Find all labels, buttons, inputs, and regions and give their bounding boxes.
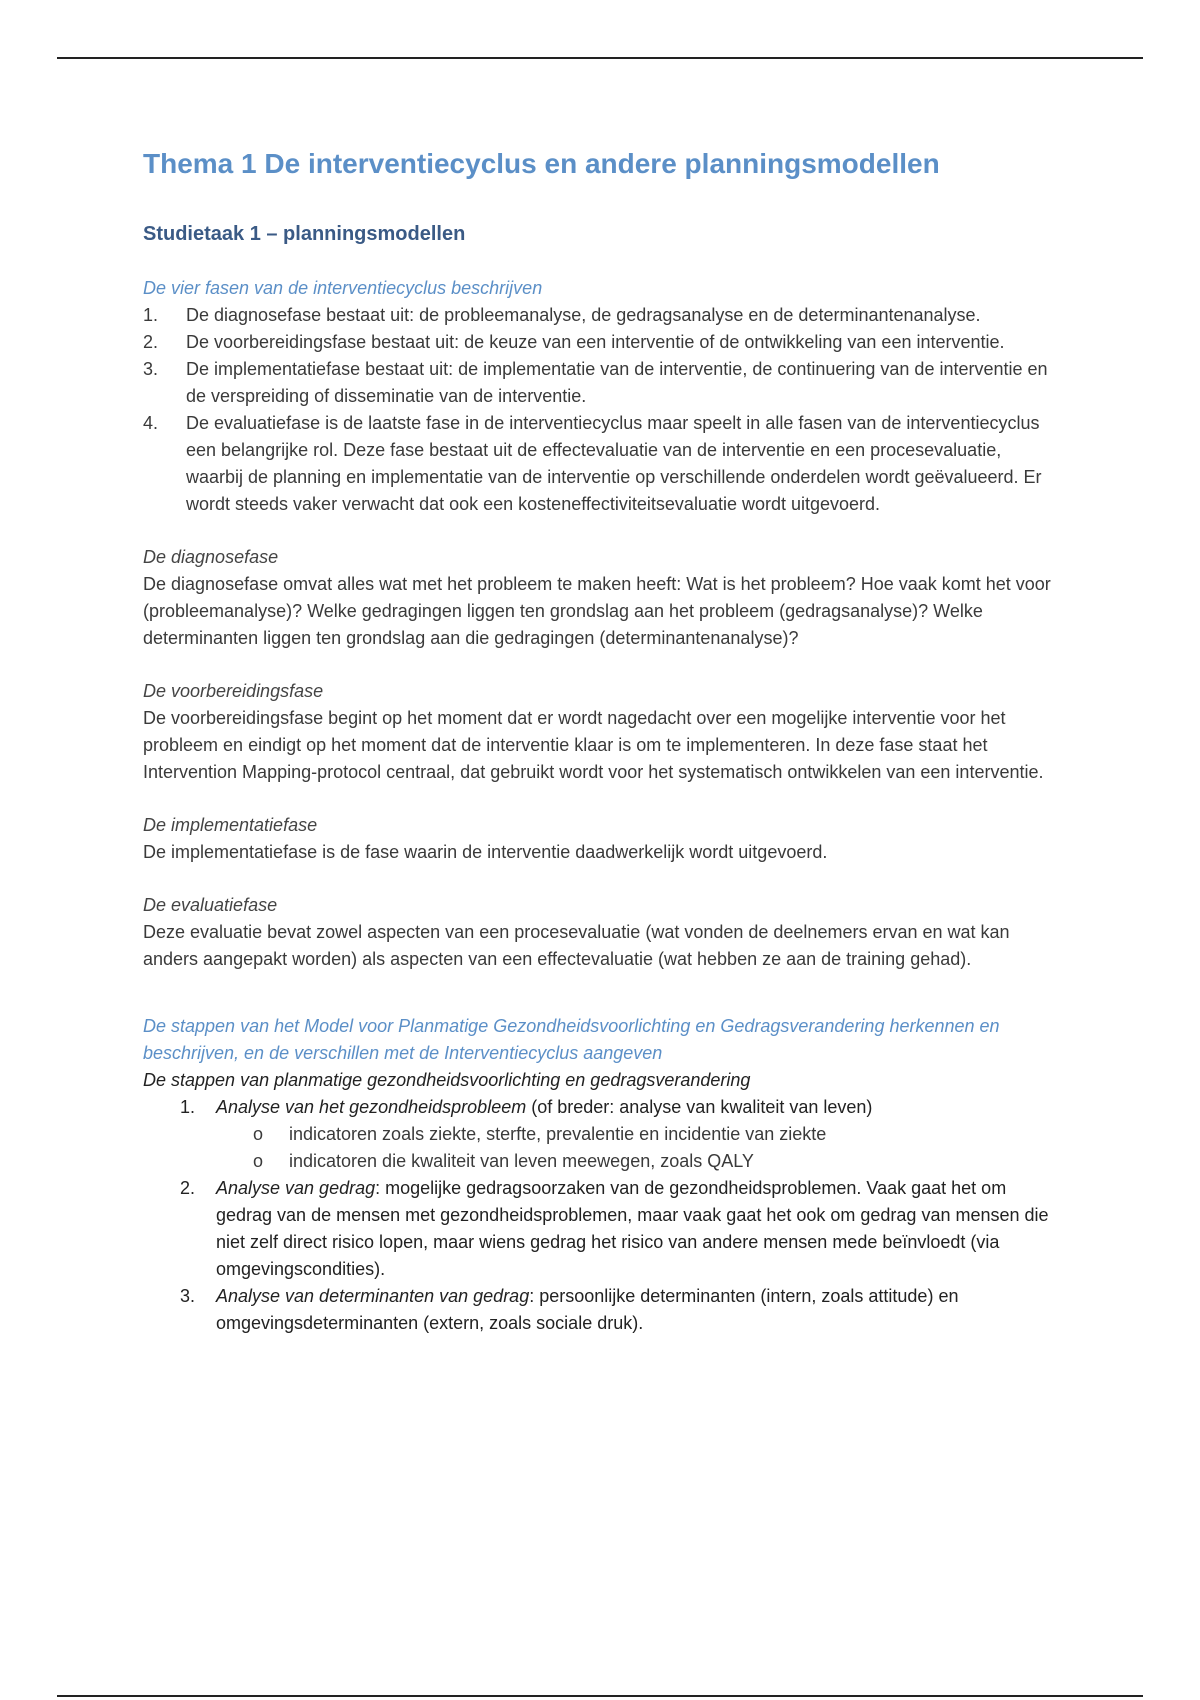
footer-rule [57,1695,1143,1697]
phase-heading-diagnose: De diagnosefase [143,547,279,567]
list-item: 2. Analyse van gedrag: mogelijke gedragsoorzaken van de gezondheidsproblemen. Vaak gaat het om gedrag van de mensen met gezondheidsproblemen, maar vaak gaat het ook om gedrag van mensen die niet zelf direct risico lopen, maar wiens gedrag het risico van andere mensen mede beïnvloedt (via omgevingscondities). [180,1178,1049,1279]
list-item: 3. De implementatiefase bestaat uit: de implementatie van de interventie, de continuering van de interventie en de verspreiding of disseminatie van de interventie. [143,359,1048,406]
document-page [143,145,1063,1337]
phase-heading-implementatie: De implementatiefase [143,815,318,835]
phase-text-voorbereiding: De voorbereidingsfase begint op het moment dat er wordt nagedacht over een mogelijke interventie voor het probleem en eindigt op het moment dat de interventie klaar is om te implementeren. In deze fase staat het Intervention Mapping-protocol centraal, dat gebruikt wordt voor het systematisch ontwikkelen van een interventie. [143,708,1044,782]
steps-list [143,1094,1063,1121]
phase-heading-voorbereiding: De voorbereidingsfase [143,681,324,701]
phase-list [143,302,1063,518]
section-title-model: De stappen van het Model voor Planmatige Gezondheidsvoorlichting en Gedragsverandering herkennen en beschrijven, en de verschillen met de Interventiecyclus aangeven [143,1016,1000,1063]
document-title: Thema 1 De interventiecyclus en andere planningsmodellen [143,148,940,179]
section-title-interventiecyclus: De vier fasen van de interventiecyclus beschrijven [143,278,543,298]
phase-text-diagnose: De diagnosefase omvat alles wat met het probleem te maken heeft: Wat is het probleem? Hoe vaak komt het voor (probleemanalyse)? Welke gedragingen liggen ten grondslag aan het probleem (gedragsanalyse)? Welke determinanten liggen ten grondslag aan die gedragingen (determinantenanalyse)? [143,574,1051,648]
list-item: 1. De diagnosefase bestaat uit: de probleemanalyse, de gedragsanalyse en de determinantenanalyse. [143,305,981,325]
studietaak-heading: Studietaak 1 – planningsmodellen [143,223,466,245]
steps-list-continued [143,1175,1063,1337]
list-item: 1. Analyse van het gezondheidsprobleem (of breder: analyse van kwaliteit van leven) [180,1097,873,1117]
list-item: o indicatoren zoals ziekte, sterfte, prevalentie en incidentie van ziekte [253,1124,827,1144]
phase-text-implementatie: De implementatiefase is de fase waarin de interventie daadwerkelijk wordt uitgevoerd. [143,842,828,862]
header-rule [57,57,1143,59]
list-item: 4. De evaluatiefase is de laatste fase in de interventiecyclus maar speelt in alle fasen van de interventiecyclus een belangrijke rol. Deze fase bestaat uit de effectevaluatie van de interventie en een procesevaluatie, waarbij de planning en implementatie van de interventie op verschillende onderdelen wordt geëvalueerd. Er wordt steeds vaker verwacht dat ook een kosteneffectiviteitsevaluatie wordt uitgevoerd. [143,413,1042,514]
phase-heading-evaluatie: De evaluatiefase [143,895,278,915]
indicator-bullets [143,1121,1063,1175]
list-item: 2. De voorbereidingsfase bestaat uit: de keuze van een interventie of de ontwikkeling van een interventie. [143,332,1005,352]
steps-subtitle: De stappen van planmatige gezondheidsvoorlichting en gedragsverandering [143,1070,751,1090]
list-item: o indicatoren die kwaliteit van leven meewegen, zoals QALY [253,1151,754,1171]
phase-text-evaluatie: Deze evaluatie bevat zowel aspecten van een procesevaluatie (wat vonden de deelnemers ervan en wat kan anders aangepakt worden) als aspecten van een effectevaluatie (wat hebben ze aan de training gehad). [143,922,1010,969]
list-item: 3. Analyse van determinanten van gedrag: persoonlijke determinanten (intern, zoals attitude) en omgevingsdeterminanten (extern, zoals sociale druk). [180,1286,959,1333]
